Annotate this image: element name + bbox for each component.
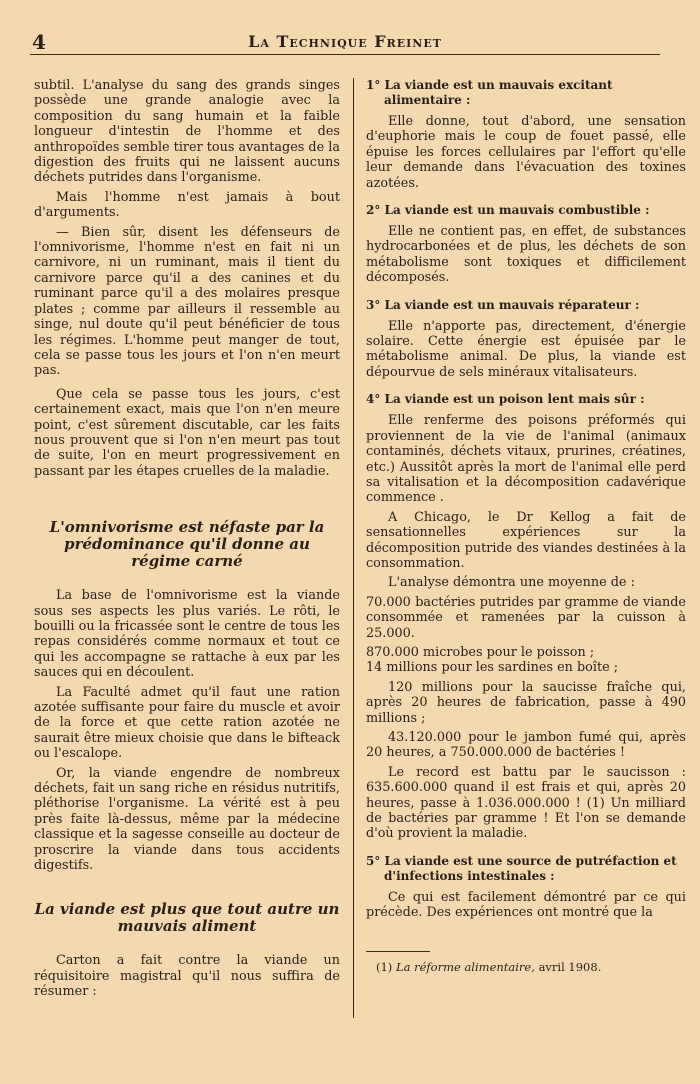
footnote bbox=[366, 960, 686, 974]
footnote-source: La réforme alimentaire, bbox=[395, 959, 535, 974]
point-paragraph: Elle donne, tout d'abord, une sensation d'euphorie mais le coup de fouet passé, elle épuise les forces cellulaires par l'effort qu'elle leur demande dans l'évacuation des toxines azotées. bbox=[366, 114, 686, 191]
point-heading: 3° La viande est un mauvais réparateur : bbox=[366, 297, 640, 312]
section-heading-omnivorisme: L'omnivorisme est néfaste par la prédominance qu'il donne au régime carné bbox=[49, 518, 325, 571]
column-divider bbox=[353, 78, 354, 1018]
point-paragraph: Elle ne contient pas, en effet, de substances hydrocarbonées et de plus, les déchets de son métabolisme sont toxiques et difficilement décomposés. bbox=[366, 224, 686, 286]
bacteria-count: 120 millions pour la saucisse fraîche qui, après 20 heures de fabrication, passe à 490 millions ; bbox=[366, 679, 686, 726]
bacteria-count: 70.000 bactéries putrides par gramme de viande consommée et ramenées par la cuisson à 25.000. bbox=[366, 594, 686, 641]
section-paragraph: Carton a fait contre la viande un réquisitoire magistral qu'il nous suffira de résumer : bbox=[34, 953, 340, 1000]
point-paragraph: Elle n'apporte pas, directement, d'énergie solaire. Cette énergie est épuisée par le métabolisme animal. De plus, la viande est dépourvue de sels minéraux vitalisateurs. bbox=[366, 318, 686, 380]
section-paragraph: La Faculté admet qu'il faut une ration azotée suffisante pour faire du muscle et avoir de la force et que cette ration azotée ne saurait être mieux choisie que dans le bifteack ou l'escalope. bbox=[34, 684, 340, 762]
point-heading: 2° La viande est un mauvais combustible : bbox=[366, 203, 650, 218]
intro-paragraph: Mais l'homme n'est jamais à bout d'arguments. bbox=[34, 189, 340, 221]
point-heading: 1° La viande est un mauvais excitant alimentaire : bbox=[366, 78, 613, 107]
point-heading: 5° La viande est une source de putréfaction et d'infections intestinales : bbox=[366, 853, 677, 883]
intro-paragraph: Que cela se passe tous les jours, c'est certainement exact, mais que l'on n'en meure point, c'est sûrement discutable, car les faits nous prouvent que si l'on n'en meurt pas tout de suite, l'on en meurt progressivement en passant par les étapes cruelles de la maladie. bbox=[34, 386, 340, 479]
footnote-date: avril 1908. bbox=[538, 959, 602, 974]
point-paragraph: L'analyse démontra une moyenne de : bbox=[388, 575, 635, 591]
section-paragraph: Or, la viande engendre de nombreux déchets, fait un sang riche en résidus nutritifs, pléthorise l'organisme. La vérité est à peu près faite là-dessus, même par la médecine classique et la sagesse conseille au docteur de proscrire la viande dans tous accidents digestifs. bbox=[34, 765, 340, 874]
point-heading: 4° La viande est un poison lent mais sûr : bbox=[366, 392, 645, 407]
section-paragraph: La base de l'omnivorisme est la viande sous ses aspects les plus variés. Le rôti, le bouilli ou la fricassée sont le centre de tous les repas considérés comme normaux et tout ce qui les accompagne se rattache à eux par les sauces qui en découlent. bbox=[34, 588, 340, 681]
point-paragraph: Elle renferme des poisons préformés qui proviennent de la vie de l'animal (animaux contaminés, déchets vitaux, prurines, créatines, etc.) Aussitôt après la mort de l'animal elle perd sa vitalisation et la décomposition cadavérique commence . bbox=[366, 413, 686, 506]
footnote-rule bbox=[366, 951, 430, 952]
point-paragraph: Le record est battu par le saucisson : 635.600.000 quand il est frais et qui, après 20 heures, passe à 1.036.000.000 ! (1) Un milliard de bactéries par gramme ! Et l'on se demande d'où provient la maladie. bbox=[366, 764, 686, 842]
section-heading-mauvais-aliment: La viande est plus que tout autre un mauvais aliment bbox=[34, 900, 340, 936]
intro-paragraph: subtil. L'analyse du sang des grands singes possède une grande analogie avec la composition du sang humain et la faible longueur d'intestin de l'homme et des anthropoïdes semble tirer tous avantages de la digestion des fruits qui ne laissent aucuns déchets putrides dans l'organisme. bbox=[34, 78, 340, 186]
point-paragraph: A Chicago, le Dr Kellog a fait de sensationnelles expériences sur la décomposition putride des viandes destinées à la consommation. bbox=[366, 509, 686, 571]
footnote-marker: (1) bbox=[376, 959, 393, 974]
page-header bbox=[30, 30, 660, 55]
bacteria-count: 43.120.000 pour le jambon fumé qui, après 20 heures, a 750.000.000 de bactéries ! bbox=[366, 730, 686, 761]
bacteria-count: 14 millions pour les sardines en boîte ; bbox=[366, 660, 619, 676]
right-column bbox=[366, 78, 686, 974]
left-column bbox=[34, 78, 340, 1000]
point-paragraph: Ce qui est facilement démontré par ce qui précède. Des expériences ont montré que la bbox=[366, 889, 686, 921]
bacteria-count: 870.000 microbes pour le poisson ; bbox=[366, 644, 595, 660]
page-number: 4 bbox=[32, 30, 46, 54]
journal-title: La Technique Freinet bbox=[248, 32, 442, 51]
intro-paragraph: — Bien sûr, disent les défenseurs de l'omnivorisme, l'homme n'est en fait ni un carnivore, ni un ruminant, mais il tient du carnivore parce qu'il a des canines et du ruminant parce qu'il a des molaires presque plates ; comme par ailleurs il ressemble au singe, nul doute qu'il peut bénéficier de tous les régimes. L'homme peut manger de tout, cela se passe tous les jours et l'on n'en meurt pas. bbox=[34, 224, 340, 379]
